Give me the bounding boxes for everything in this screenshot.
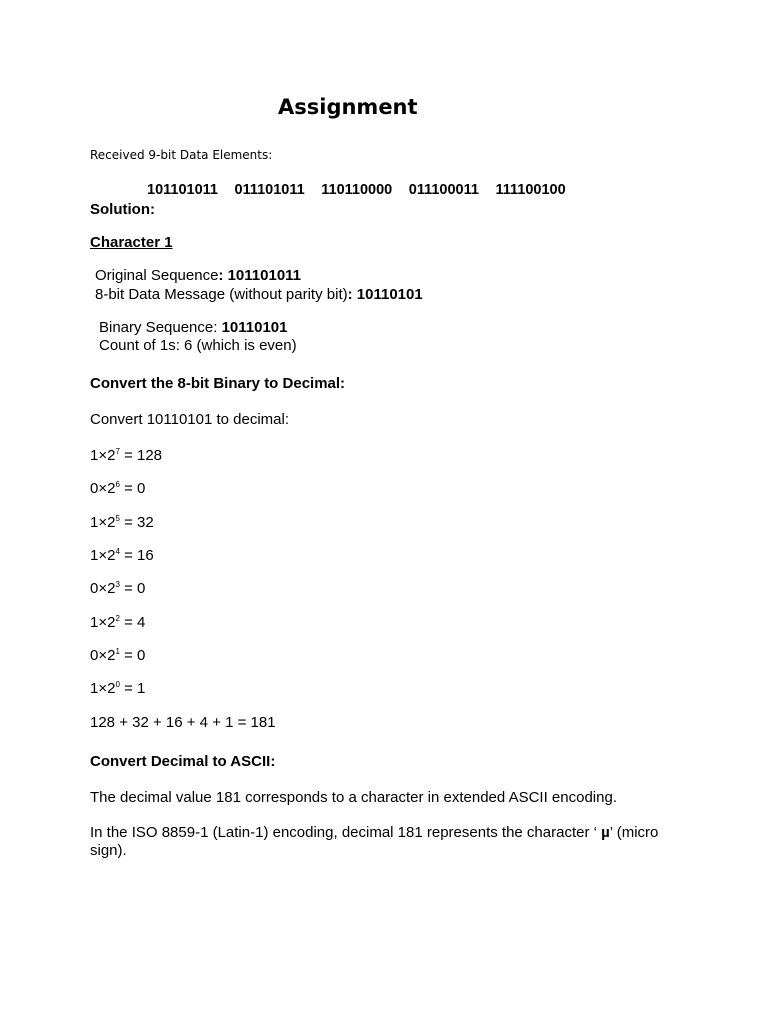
data-message-label: 8-bit Data Message (without parity bit) [95, 286, 348, 303]
term-result: = 0 [119, 580, 146, 597]
term-exponent: 5 [115, 514, 120, 523]
binary-sequence-label: Binary Sequence: [99, 319, 222, 336]
ascii-char: µ [601, 824, 610, 841]
term-result: = 0 [119, 480, 146, 497]
data-element: 101101011 [147, 182, 218, 198]
ascii-text-post: ’ (micro sign). [90, 824, 659, 859]
character-heading: Character 1 [90, 234, 173, 251]
ascii-heading: Convert Decimal to ASCII: [90, 753, 276, 770]
term-line [90, 580, 145, 598]
term-exponent: 7 [115, 447, 120, 456]
binary-sequence-value: 10110101 [221, 319, 288, 336]
received-label: Received 9-bit Data Elements: [90, 148, 273, 162]
term-line [90, 447, 162, 465]
term-line [90, 680, 145, 698]
term-bit: 0×2 [90, 480, 116, 497]
binary-sequence-line [99, 319, 288, 337]
term-result: = 1 [119, 680, 146, 697]
term-line [90, 647, 145, 665]
solution-label: Solution: [90, 201, 155, 218]
ascii-paragraph-2 [90, 824, 680, 860]
term-exponent: 0 [115, 680, 120, 689]
data-element: 011101011 [234, 182, 305, 198]
term-bit: 1×2 [90, 547, 116, 564]
sum-line: 128 + 32 + 16 + 4 + 1 = 181 [90, 714, 276, 731]
term-bit: 1×2 [90, 514, 116, 531]
term-exponent: 4 [115, 547, 120, 556]
term-result: = 16 [119, 547, 154, 564]
term-result: = 128 [119, 447, 163, 464]
data-element: 110110000 [321, 182, 393, 198]
convert-heading: Convert the 8-bit Binary to Decimal: [90, 375, 346, 392]
term-bit: 0×2 [90, 647, 116, 664]
original-sequence-sep: : [218, 267, 228, 284]
term-line [90, 614, 145, 632]
ascii-paragraph-1: The decimal value 181 corresponds to a character in extended ASCII encoding. [90, 789, 617, 806]
count-ones-line: Count of 1s: 6 (which is even) [99, 337, 297, 354]
term-result: = 32 [119, 514, 154, 531]
term-result: = 4 [119, 614, 146, 631]
term-bit: 1×2 [90, 614, 116, 631]
original-sequence-label: Original Sequence [95, 267, 219, 284]
original-sequence-value: 101101011 [227, 267, 302, 284]
document-title: Assignment [278, 95, 418, 119]
term-bit: 1×2 [90, 680, 116, 697]
term-bit: 0×2 [90, 580, 116, 597]
data-element: 011100011 [408, 182, 479, 198]
term-exponent: 1 [115, 647, 120, 656]
term-line [90, 514, 154, 532]
term-line [90, 480, 145, 498]
data-message-sep: : [347, 286, 357, 303]
data-element: 111100100 [495, 182, 566, 198]
term-exponent: 2 [115, 614, 120, 623]
term-result: = 0 [119, 647, 146, 664]
ascii-text-pre: In the ISO 8859-1 (Latin-1) encoding, decimal 181 represents the character ‘ [90, 824, 602, 841]
term-line [90, 547, 154, 565]
convert-intro: Convert 10110101 to decimal: [90, 411, 290, 428]
data-message-value: 10110101 [356, 286, 423, 303]
term-exponent: 3 [115, 580, 120, 589]
data-elements-row [147, 182, 578, 198]
term-exponent: 6 [115, 480, 120, 489]
original-sequence-line [95, 267, 301, 285]
term-bit: 1×2 [90, 447, 116, 464]
data-message-line [95, 286, 423, 304]
